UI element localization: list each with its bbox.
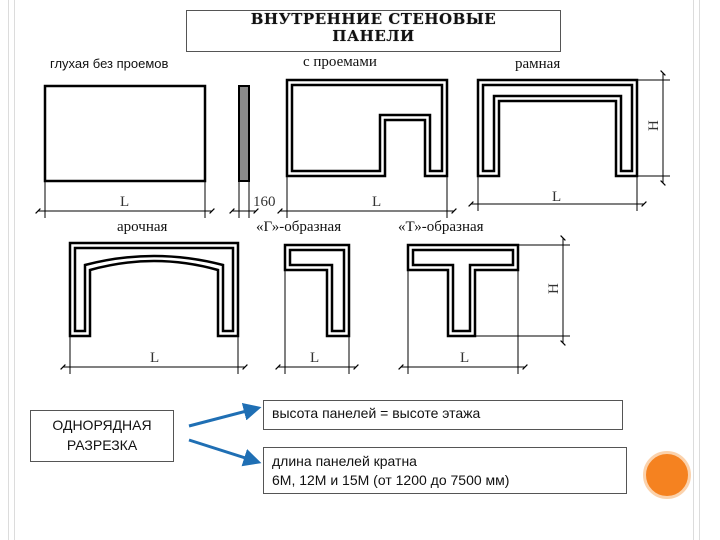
t-length-label: L [460, 350, 470, 366]
t-shaped-panel-dimension [401, 238, 570, 374]
frame-panel-dimension [471, 73, 670, 211]
height-note-text: высота панелей = высоте этажа [272, 405, 481, 421]
thickness-label: 160 [253, 194, 276, 210]
g-shaped-panel-shape [285, 245, 349, 336]
label-t-shaped-panel: «Т»-образная [398, 219, 484, 235]
blind-panel-shape [45, 86, 205, 181]
height-note-box [263, 400, 623, 430]
arched-panel-shape [70, 243, 238, 336]
frame-height-label: H [646, 120, 662, 131]
openings-panel-shape [287, 80, 447, 176]
arrow-to-height-note [189, 408, 258, 426]
openings-panel-dimension [280, 176, 454, 218]
length-note-line-1: длина панелей кратна [272, 453, 417, 469]
section-shape [239, 86, 249, 181]
cut-line-1: ОДНОРЯДНАЯ [52, 417, 152, 433]
label-g-shaped-panel: «Г»-образная [256, 219, 342, 235]
g-length-label: L [310, 350, 320, 366]
cut-line-2: РАЗРЕЗКА [66, 437, 138, 453]
orange-circle-decoration [643, 451, 691, 499]
length-note-line-2: 6М, 12М и 15М (от 1200 до 7500 мм) [272, 472, 510, 488]
openings-length-label: L [372, 194, 382, 210]
length-note-box [263, 447, 627, 494]
t-shaped-panel-shape [408, 245, 518, 336]
blind-length-label: L [120, 194, 130, 210]
label-frame-panel: рамная [515, 56, 561, 72]
slide-title: ВНУТРЕННИЕ СТЕНОВЫЕ ПАНЕЛИ [186, 10, 561, 52]
label-arched-panel: арочная [117, 219, 168, 235]
single-row-cut-box [30, 410, 174, 462]
arrow-to-length-note [189, 440, 258, 462]
arched-length-label: L [150, 350, 160, 366]
t-height-label: H [546, 283, 562, 294]
label-panel-with-openings: с проемами [303, 54, 377, 70]
frame-panel-shape [478, 80, 637, 176]
label-blind-panel: глухая без проемов [50, 56, 169, 71]
frame-length-label: L [552, 189, 562, 205]
